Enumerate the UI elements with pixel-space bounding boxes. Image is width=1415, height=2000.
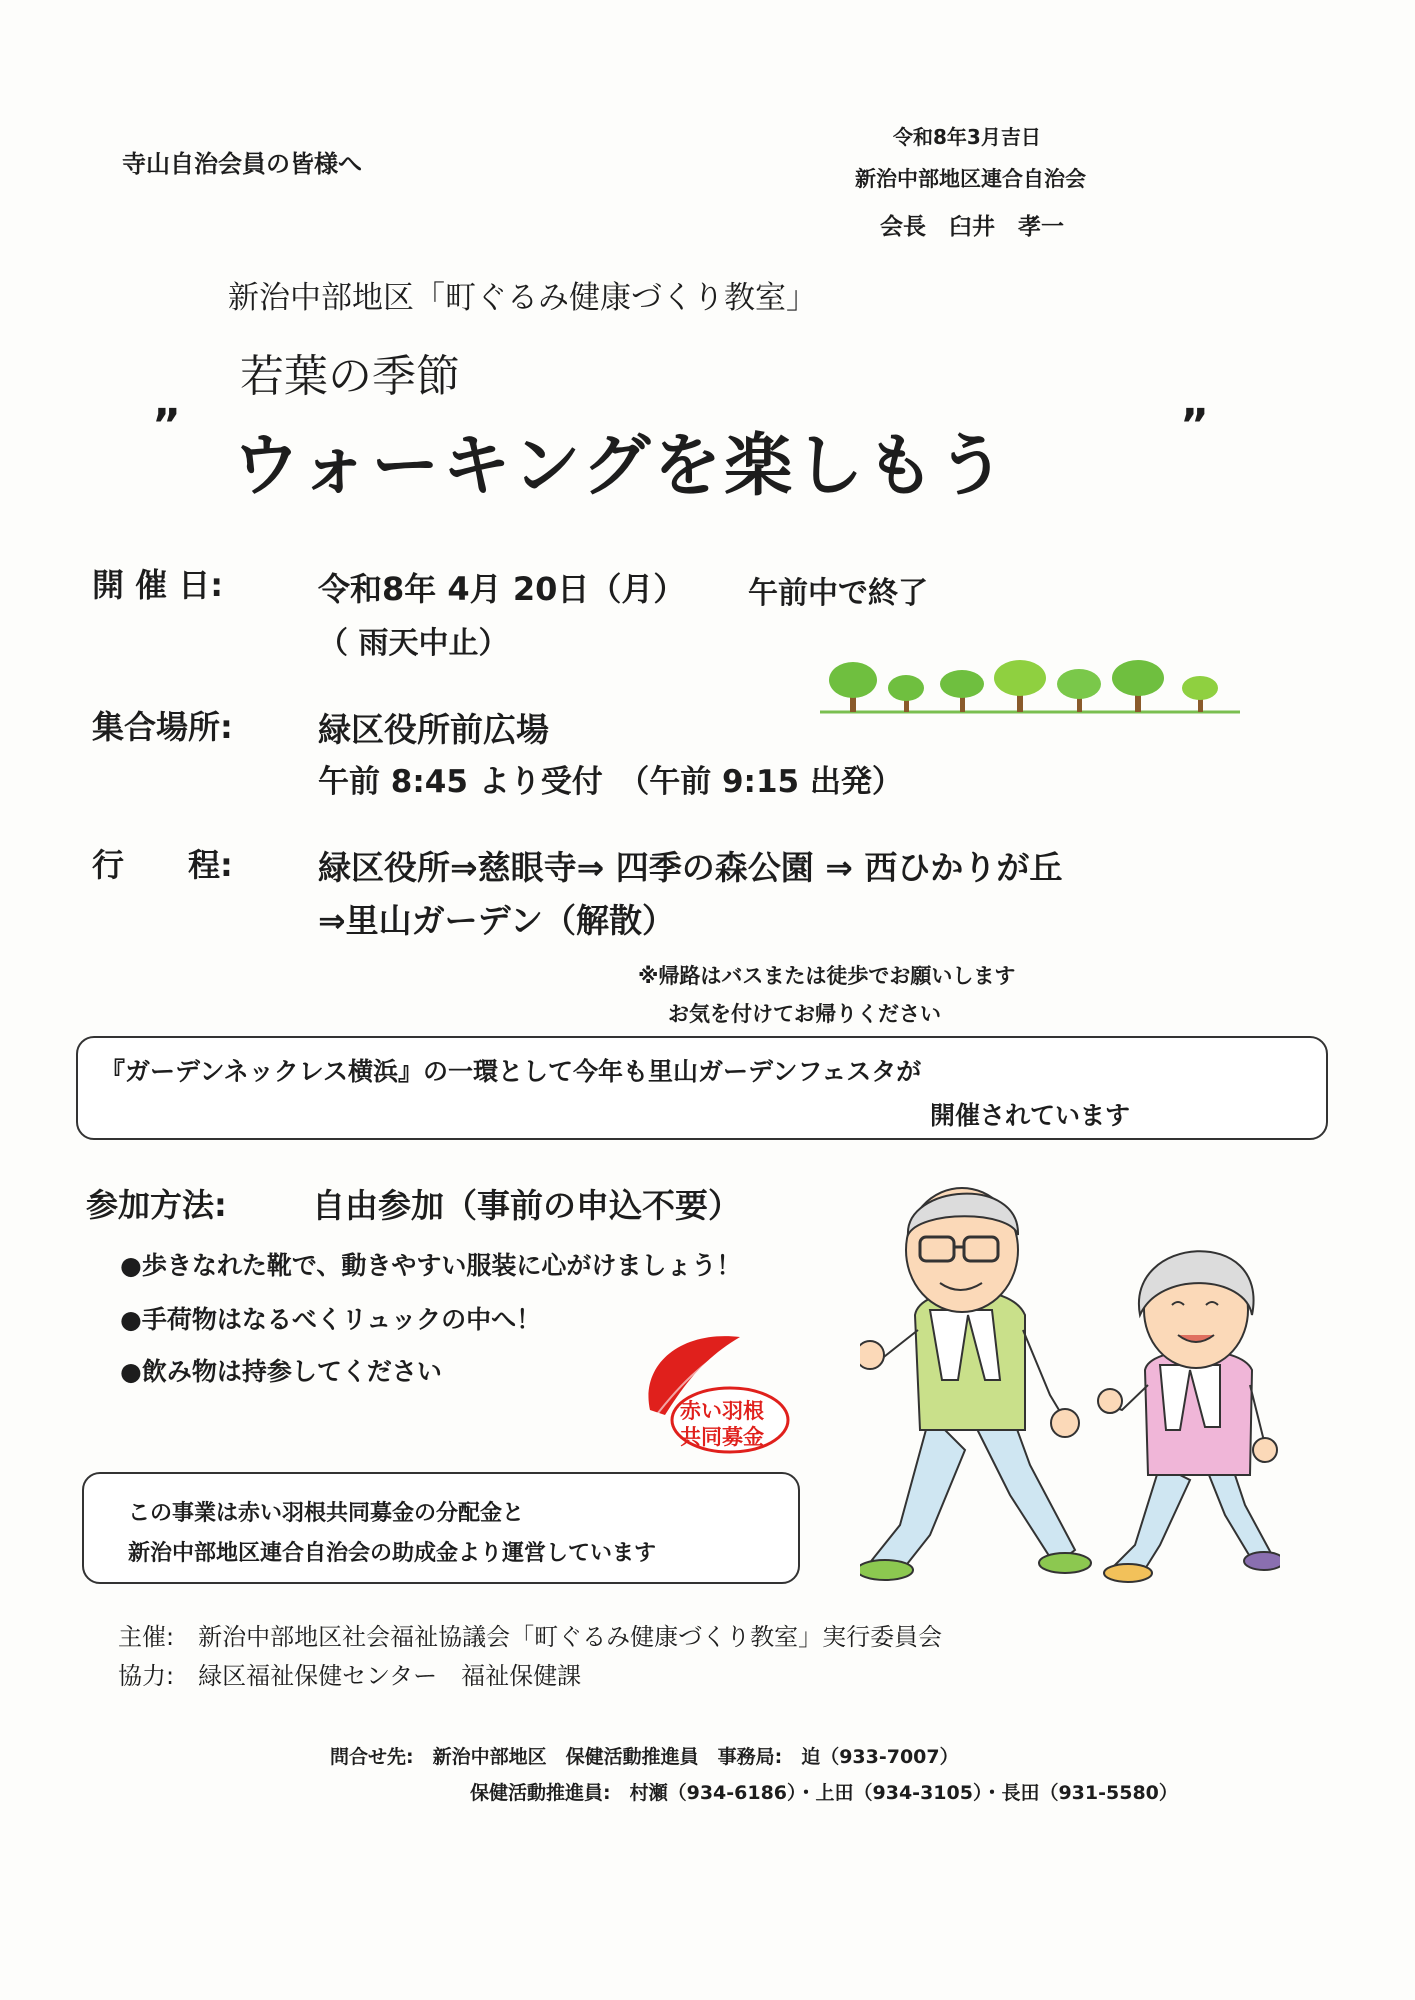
list-item: ●飲み物は持参してください bbox=[120, 1357, 442, 1386]
tree-icon bbox=[888, 675, 924, 712]
festa-line-1: 『ガーデンネックレス横浜』の一環として今年も里山ガーデンフェスタが bbox=[100, 1057, 922, 1086]
route-line-1: 緑区役所⇒慈眼寺⇒ 四季の森公園 ⇒ 西ひかりが丘 bbox=[318, 848, 1063, 887]
tree-icon bbox=[1182, 676, 1218, 712]
list-item: ●歩きなれた靴で、動きやすい服装に心がけましょう！ bbox=[120, 1251, 742, 1280]
return-note-1: ※帰路はバスまたは徒歩でお願いします bbox=[638, 964, 1016, 988]
president: 会長 臼井 孝一 bbox=[880, 214, 1064, 240]
tree-icon bbox=[829, 662, 877, 712]
participation-value: 自由参加（事前の申込不要） bbox=[312, 1186, 741, 1225]
contact-line-2: 保健活動推進員: 村瀬（934-6186）・上田（934-3105）・長田（931-5580） bbox=[470, 1782, 1178, 1804]
contact-line-1: 問合せ先: 新治中部地区 保健活動推進員 事務局: 迫（933-7007） bbox=[330, 1746, 959, 1768]
main-title: ウォーキングを楽しもう bbox=[232, 427, 1009, 506]
event-date: 令和8年 4月 20日（月） bbox=[318, 570, 686, 608]
return-note-2: お気を付けてお帰りください bbox=[668, 1002, 941, 1026]
red-feather-logo bbox=[630, 1325, 790, 1455]
date-label: 開 催 日: bbox=[92, 566, 224, 604]
meeting-place: 緑区役所前広場 bbox=[318, 710, 549, 749]
series-title: 新治中部地区「町ぐるみ健康づくり教室」 bbox=[228, 280, 817, 316]
elderly-man-figure bbox=[860, 1188, 1091, 1580]
funding-line-2: 新治中部地区連合自治会の助成金より運営しています bbox=[128, 1541, 657, 1566]
festa-notice-box bbox=[76, 1036, 1328, 1140]
tree-row-illustration bbox=[820, 650, 1240, 720]
walking-seniors-illustration bbox=[860, 1165, 1280, 1605]
cooperation-line: 協力: 緑区福祉保健センター 福祉保健課 bbox=[118, 1662, 582, 1690]
tree-icon bbox=[1112, 660, 1164, 712]
rain-note: （ 雨天中止） bbox=[318, 626, 509, 661]
festa-line-2: 開催されています bbox=[930, 1101, 1131, 1130]
red-feather-line-1: 赤い羽根 bbox=[680, 1399, 764, 1423]
funding-line-1: この事業は赤い羽根共同募金の分配金と bbox=[128, 1501, 525, 1526]
tree-icon bbox=[994, 660, 1046, 712]
meeting-time: 午前 8:45 より受付 （午前 9:15 出発） bbox=[318, 764, 903, 800]
tree-icon bbox=[1057, 669, 1101, 712]
quote-open: ” bbox=[152, 400, 181, 451]
list-item: ●手荷物はなるべくリュックの中へ！ bbox=[120, 1305, 542, 1334]
meeting-label: 集合場所: bbox=[92, 708, 233, 746]
organization: 新治中部地区連合自治会 bbox=[855, 167, 1086, 191]
host-line: 主催: 新治中部地区社会福祉協議会「町ぐるみ健康づくり教室」実行委員会 bbox=[118, 1623, 943, 1651]
issue-date: 令和8年3月吉日 bbox=[893, 125, 1041, 149]
route-line-2: ⇒里山ガーデン（解散） bbox=[318, 901, 675, 940]
tree-icon bbox=[940, 670, 984, 712]
end-time-note: 午前中で終了 bbox=[748, 576, 928, 611]
subtitle: 若葉の季節 bbox=[240, 351, 460, 402]
quote-close: ” bbox=[1180, 400, 1209, 451]
funding-notice-box bbox=[82, 1472, 800, 1584]
recipient: 寺山自治会員の皆様へ bbox=[122, 150, 362, 178]
elderly-woman-figure bbox=[1098, 1251, 1280, 1582]
participation-label: 参加方法: bbox=[86, 1186, 227, 1224]
route-label: 行 程: bbox=[92, 846, 233, 884]
red-feather-line-2: 共同募金 bbox=[680, 1425, 764, 1449]
